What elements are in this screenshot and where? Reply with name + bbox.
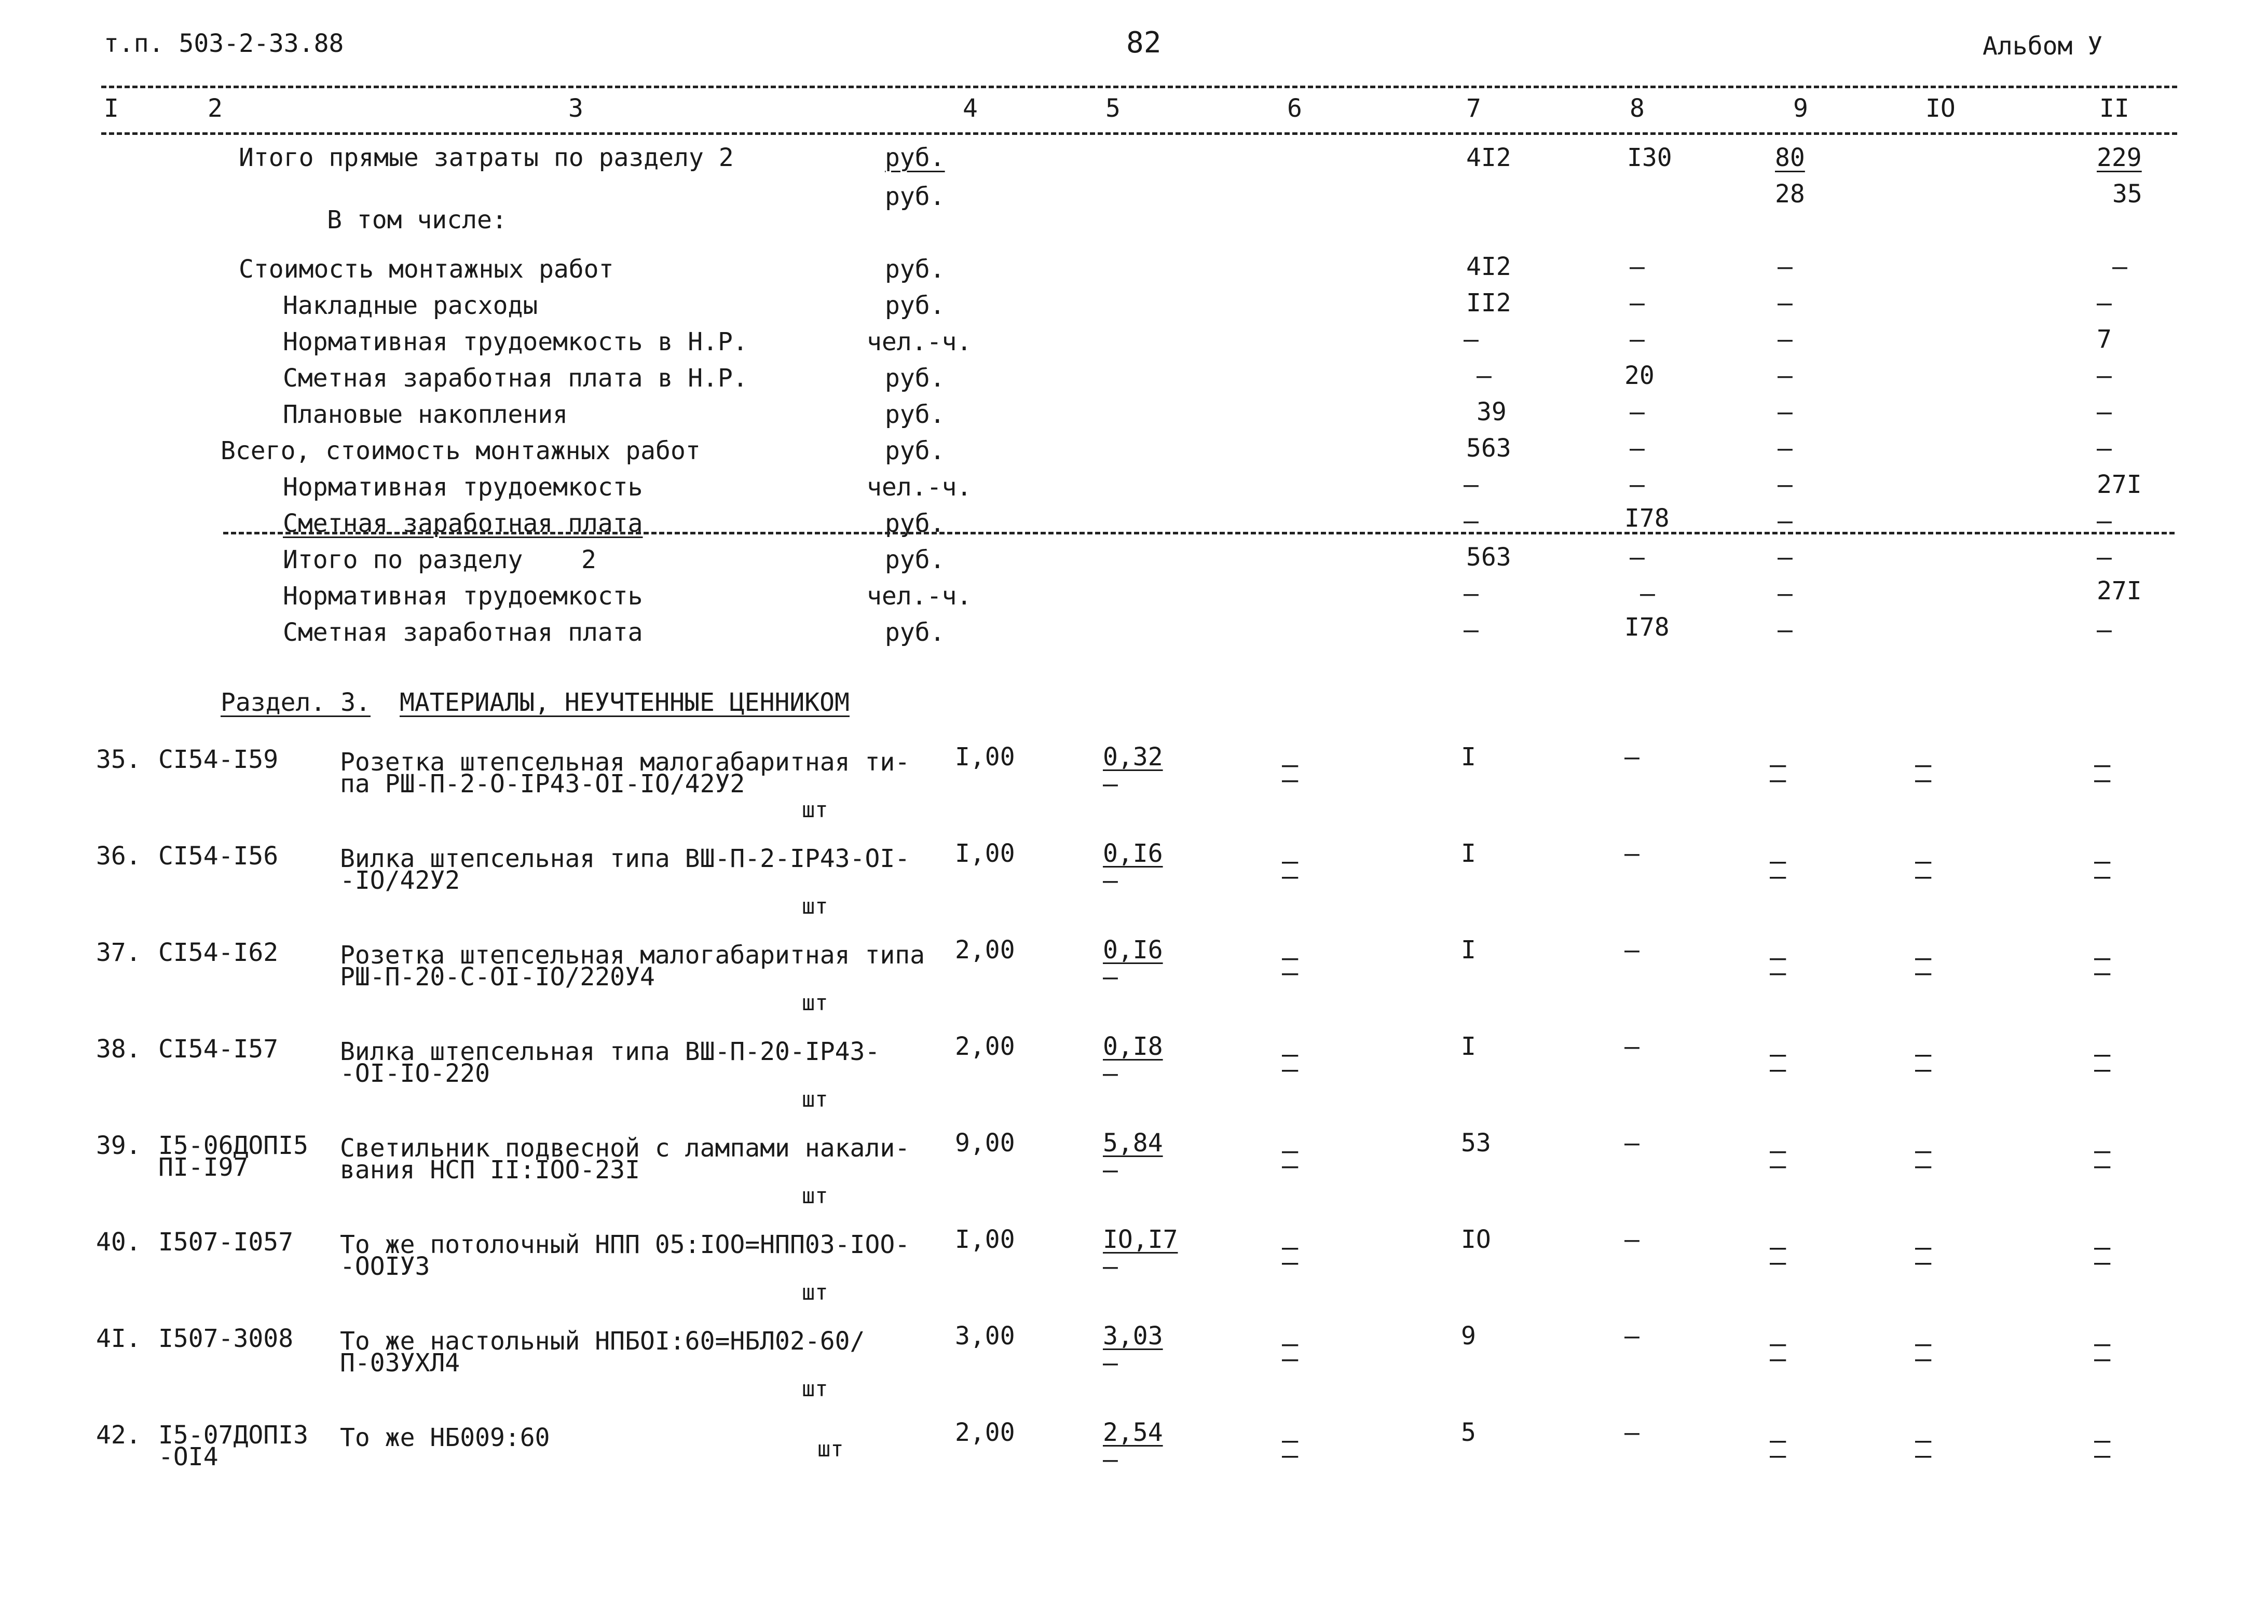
quantity: I,00 <box>955 1225 1015 1254</box>
col11-dashes: – – <box>2094 942 2111 988</box>
summary-c9: – <box>1778 434 1793 463</box>
summary-c7: – <box>1464 579 1479 608</box>
summary-c9: – <box>1778 579 1793 608</box>
summary-label: Сметная заработная плата <box>283 509 643 538</box>
summary-label: Накладные расходы <box>283 291 538 320</box>
col10-dashes: – – <box>1915 1328 1932 1374</box>
summary-c11: 27I <box>2097 470 2142 499</box>
total-c8: – <box>1624 1032 1639 1061</box>
row-number: 39. <box>96 1131 141 1160</box>
col9-dashes: – – <box>1770 1232 1786 1278</box>
description: Розетка штепсельная малогабаритная типа <box>340 941 925 970</box>
description-cont: -OI-IO-220 <box>340 1059 490 1088</box>
price-code: CI54-I56 <box>158 842 279 871</box>
price-code: CI54-I57 <box>158 1035 279 1064</box>
description: То же потолочный НПП 05:IOO=НПП03-IOO- <box>340 1230 910 1259</box>
summary-unit: руб. <box>885 182 945 211</box>
total-c8: – <box>1624 1418 1639 1447</box>
description-cont: П-03УХЛ4 <box>340 1348 460 1378</box>
col10-dashes: – – <box>1915 749 1932 795</box>
summary-c8: – <box>1640 579 1655 608</box>
description: То же НБ009:60 <box>340 1423 550 1452</box>
unit-price-dash: – <box>1103 1252 1118 1281</box>
col10-dashes: – – <box>1915 1039 1932 1085</box>
col11-dashes: – – <box>2094 846 2111 892</box>
unit-price <box>1103 1128 1163 1185</box>
header-rule-top <box>101 86 2177 88</box>
total-c7: 9 <box>1461 1322 1476 1351</box>
summary-c8: – <box>1630 543 1645 572</box>
col10-dashes: – – <box>1915 1425 1932 1471</box>
summary-c11: – <box>2097 543 2112 572</box>
summary-c11: 229 <box>2097 143 2142 172</box>
col10-dashes: – – <box>1915 942 1932 988</box>
col-num-7: 7 <box>1466 94 1481 123</box>
summary-unit: чел.-ч. <box>867 473 972 502</box>
summary-c8: – <box>1630 252 1645 281</box>
col6-dashes: – – <box>1282 1039 1299 1085</box>
col11-dashes: – – <box>2094 1328 2111 1374</box>
unit-price-dash: – <box>1103 1445 1118 1474</box>
col9-dashes: – – <box>1770 1039 1786 1085</box>
summary-c9: 28 <box>1775 180 1805 209</box>
summary-c11: – <box>2097 434 2112 463</box>
unit: шт <box>802 893 828 919</box>
col-num-6: 6 <box>1287 94 1302 123</box>
summary-unit: руб. <box>885 436 945 465</box>
col11-dashes: – – <box>2094 1039 2111 1085</box>
description: То же настольный НПБОI:60=НБЛ02-60/ <box>340 1327 865 1356</box>
unit-price-value: 2,54 <box>1103 1418 1163 1447</box>
summary-c8: – <box>1630 288 1645 318</box>
total-c7: 53 <box>1461 1128 1491 1158</box>
total-c8: – <box>1624 1322 1639 1351</box>
col11-dashes: – – <box>2094 1135 2111 1181</box>
summary-c7: 563 <box>1466 543 1511 572</box>
quantity: 2,00 <box>955 935 1015 965</box>
col9-dashes: – – <box>1770 942 1786 988</box>
row-number: 42. <box>96 1421 141 1450</box>
unit-price-dash: – <box>1103 769 1118 799</box>
page-number: 82 <box>1126 26 1162 60</box>
price-code: I507-I057 <box>158 1228 294 1257</box>
summary-c8: I30 <box>1627 143 1672 172</box>
col11-dashes: – – <box>2094 749 2111 795</box>
unit-price <box>1103 1420 1163 1472</box>
price-code: CI54-I59 <box>158 745 279 774</box>
summary-c8: – <box>1630 434 1645 463</box>
album-label: Альбом У <box>1983 32 2103 61</box>
summary-c7: – <box>1464 325 1479 354</box>
col6-dashes: – – <box>1282 846 1299 892</box>
summary-unit: руб. <box>885 364 945 393</box>
total-c7: I <box>1461 1032 1476 1061</box>
description-cont: РШ-П-20-С-OI-IO/220У4 <box>340 962 655 992</box>
row-number: 38. <box>96 1035 141 1064</box>
unit: шт <box>802 797 828 822</box>
unit-price-dash: – <box>1103 1348 1118 1378</box>
col-num-4: 4 <box>963 94 978 123</box>
summary-c11: – <box>2097 288 2112 318</box>
price-code-cont: ПI-I97 <box>158 1153 249 1182</box>
col10-dashes: – – <box>1915 1232 1932 1278</box>
summary-label: Стоимость монтажных работ <box>239 255 614 284</box>
unit: шт <box>802 1183 828 1208</box>
description-cont: -IO/42У2 <box>340 866 460 895</box>
col-num-5: 5 <box>1105 94 1121 123</box>
row-number: 35. <box>96 745 141 774</box>
summary-c7: 4I2 <box>1466 252 1511 281</box>
summary-c9: – <box>1778 252 1793 281</box>
summary-c7: – <box>1464 615 1479 644</box>
unit-price <box>1103 935 1163 992</box>
summary-c11: – <box>2112 252 2127 281</box>
col6-dashes: – – <box>1282 1328 1299 1374</box>
summary-c11: – <box>2097 615 2112 644</box>
price-code: I507-3008 <box>158 1324 294 1353</box>
unit-price-dash: – <box>1103 962 1118 992</box>
col6-dashes: – – <box>1282 1425 1299 1471</box>
description-cont: -OOIУ3 <box>340 1252 430 1281</box>
summary-unit: руб. <box>885 509 945 538</box>
summary-c7: 563 <box>1466 434 1511 463</box>
description-cont: па РШ-П-2-О-IР43-OI-IO/42У2 <box>340 769 745 799</box>
summary-unit: руб. <box>885 545 945 574</box>
unit-price <box>1103 1034 1163 1086</box>
col6-dashes: – – <box>1282 942 1299 988</box>
unit: шт <box>802 990 828 1015</box>
description: Вилка штепсельная типа ВШ-П-2-IР43-OI- <box>340 844 910 873</box>
unit-price-dash: – <box>1103 1155 1118 1185</box>
summary-label: Нормативная трудоемкость в Н.Р. <box>283 327 748 356</box>
description: Светильник подвесной с лампами накали- <box>340 1134 910 1163</box>
unit-price-value: 0,I6 <box>1103 935 1163 965</box>
unit-price <box>1103 742 1163 799</box>
unit-price-value: IO,I7 <box>1103 1225 1178 1254</box>
summary-label: Нормативная трудоемкость <box>283 582 643 611</box>
col9-dashes: – – <box>1770 1425 1786 1471</box>
price-code: I5-06ДОПI5 <box>158 1131 308 1160</box>
summary-c11: 35 <box>2112 180 2142 209</box>
quantity: 2,00 <box>955 1032 1015 1061</box>
col11-dashes: – – <box>2094 1425 2111 1471</box>
section-number: 2 <box>581 545 596 574</box>
col9-dashes: – – <box>1770 1328 1786 1374</box>
quantity: 3,00 <box>955 1322 1015 1351</box>
unit-price-value: 5,84 <box>1103 1128 1163 1158</box>
summary-unit: чел.-ч. <box>867 582 972 611</box>
quantity: I,00 <box>955 839 1015 868</box>
summary-subheading: В том числе: <box>327 205 507 235</box>
summary-c11: – <box>2097 506 2112 535</box>
quantity: 2,00 <box>955 1418 1015 1447</box>
summary-c9: – <box>1778 506 1793 535</box>
col-num-9: 9 <box>1793 94 1808 123</box>
col9-dashes: – – <box>1770 1135 1786 1181</box>
summary-c11: 7 <box>2097 325 2112 354</box>
summary-c9: – <box>1778 397 1793 426</box>
summary-c11: – <box>2097 361 2112 390</box>
price-code-cont: -OI4 <box>158 1442 218 1471</box>
header-rule-bottom <box>101 132 2177 135</box>
summary-c9: 80 <box>1775 143 1805 172</box>
col9-dashes: – – <box>1770 846 1786 892</box>
unit-price-value: 3,03 <box>1103 1322 1163 1351</box>
summary-c7: II2 <box>1466 288 1511 318</box>
col-num-10: IO <box>1925 94 1956 123</box>
unit: шт <box>817 1436 844 1462</box>
description: Вилка штепсельная типа ВШ-П-20-IР43- <box>340 1037 880 1066</box>
col-num-8: 8 <box>1630 94 1645 123</box>
total-c7: I <box>1461 839 1476 868</box>
summary-c7: – <box>1477 361 1492 390</box>
unit-price-dash: – <box>1103 866 1118 895</box>
summary-c8: I78 <box>1624 504 1670 533</box>
section-title: МАТЕРИАЛЫ, НЕУЧТЕННЫЕ ЦЕННИКОМ <box>400 688 850 717</box>
summary-unit: руб. <box>885 400 945 429</box>
row-number: 36. <box>96 842 141 871</box>
summary-unit: руб. <box>885 618 945 647</box>
summary-c8: – <box>1630 470 1645 499</box>
total-c7: IO <box>1461 1225 1491 1254</box>
summary-unit: руб. <box>885 143 945 172</box>
summary-label: Плановые накопления <box>283 400 568 429</box>
unit-price <box>1103 841 1163 893</box>
unit-price-value: 0,I6 <box>1103 839 1163 868</box>
total-c7: I <box>1461 935 1476 965</box>
summary-c8: 20 <box>1624 361 1655 390</box>
col-num-2: 2 <box>208 94 223 123</box>
summary-unit: чел.-ч. <box>867 327 972 356</box>
total-c8: – <box>1624 935 1639 965</box>
summary-c9: – <box>1778 615 1793 644</box>
unit-price <box>1103 1322 1163 1378</box>
section-label: Раздел. 3. <box>221 688 371 717</box>
description: Розетка штепсельная малогабаритная ти- <box>340 748 910 777</box>
unit: шт <box>802 1086 828 1112</box>
total-c8: – <box>1624 1128 1639 1158</box>
col6-dashes: – – <box>1282 1232 1299 1278</box>
summary-c8: – <box>1630 397 1645 426</box>
col-num-3: 3 <box>568 94 583 123</box>
description-cont: вания НСП II:IOO-23I <box>340 1155 640 1185</box>
summary-unit: руб. <box>885 255 945 284</box>
summary-unit: руб. <box>885 291 945 320</box>
summary-label: Итого прямые затраты по разделу 2 <box>239 143 734 172</box>
summary-c7: 4I2 <box>1466 143 1511 172</box>
summary-c9: – <box>1778 288 1793 318</box>
summary-c9: – <box>1778 325 1793 354</box>
unit-price <box>1103 1227 1178 1279</box>
total-c8: – <box>1624 742 1639 772</box>
row-number: 37. <box>96 938 141 967</box>
summary-c8: I78 <box>1624 613 1670 642</box>
summary-label: Сметная заработная плата <box>283 618 643 647</box>
unit-price-value: 0,I8 <box>1103 1032 1163 1061</box>
col9-dashes: – – <box>1770 749 1786 795</box>
summary-c8: – <box>1630 325 1645 354</box>
document-code: т.п. 503-2-33.88 <box>104 29 344 58</box>
unit: шт <box>802 1279 828 1305</box>
summary-c9: – <box>1778 361 1793 390</box>
row-number: 40. <box>96 1228 141 1257</box>
unit-price-dash: – <box>1103 1059 1118 1088</box>
price-code: CI54-I62 <box>158 938 279 967</box>
row-number: 4I. <box>96 1324 141 1353</box>
col6-dashes: – – <box>1282 749 1299 795</box>
summary-c11: 27I <box>2097 576 2142 605</box>
col-num-1: I <box>104 94 119 123</box>
summary-c11: – <box>2097 397 2112 426</box>
summary-label: Итого по разделу <box>283 545 523 574</box>
col11-dashes: – – <box>2094 1232 2111 1278</box>
summary-c7: – <box>1464 470 1479 499</box>
quantity: I,00 <box>955 742 1015 772</box>
summary-c9: – <box>1778 470 1793 499</box>
summary-label: Всего, стоимость монтажных работ <box>221 436 701 465</box>
summary-c7: – <box>1464 506 1479 535</box>
unit: шт <box>802 1376 828 1401</box>
summary-c9: – <box>1778 543 1793 572</box>
col6-dashes: – – <box>1282 1135 1299 1181</box>
col10-dashes: – – <box>1915 1135 1932 1181</box>
summary-label: Нормативная трудоемкость <box>283 473 643 502</box>
col-num-11: II <box>2099 94 2129 123</box>
cut-line <box>223 532 2175 534</box>
total-c7: 5 <box>1461 1418 1476 1447</box>
unit-price-value: 0,32 <box>1103 742 1163 772</box>
total-c8: – <box>1624 1225 1639 1254</box>
quantity: 9,00 <box>955 1128 1015 1158</box>
total-c8: – <box>1624 839 1639 868</box>
summary-label: Сметная заработная плата в Н.Р. <box>283 364 748 393</box>
total-c7: I <box>1461 742 1476 772</box>
summary-c7: 39 <box>1477 397 1507 426</box>
price-code: I5-07ДОПI3 <box>158 1421 308 1450</box>
col10-dashes: – – <box>1915 846 1932 892</box>
